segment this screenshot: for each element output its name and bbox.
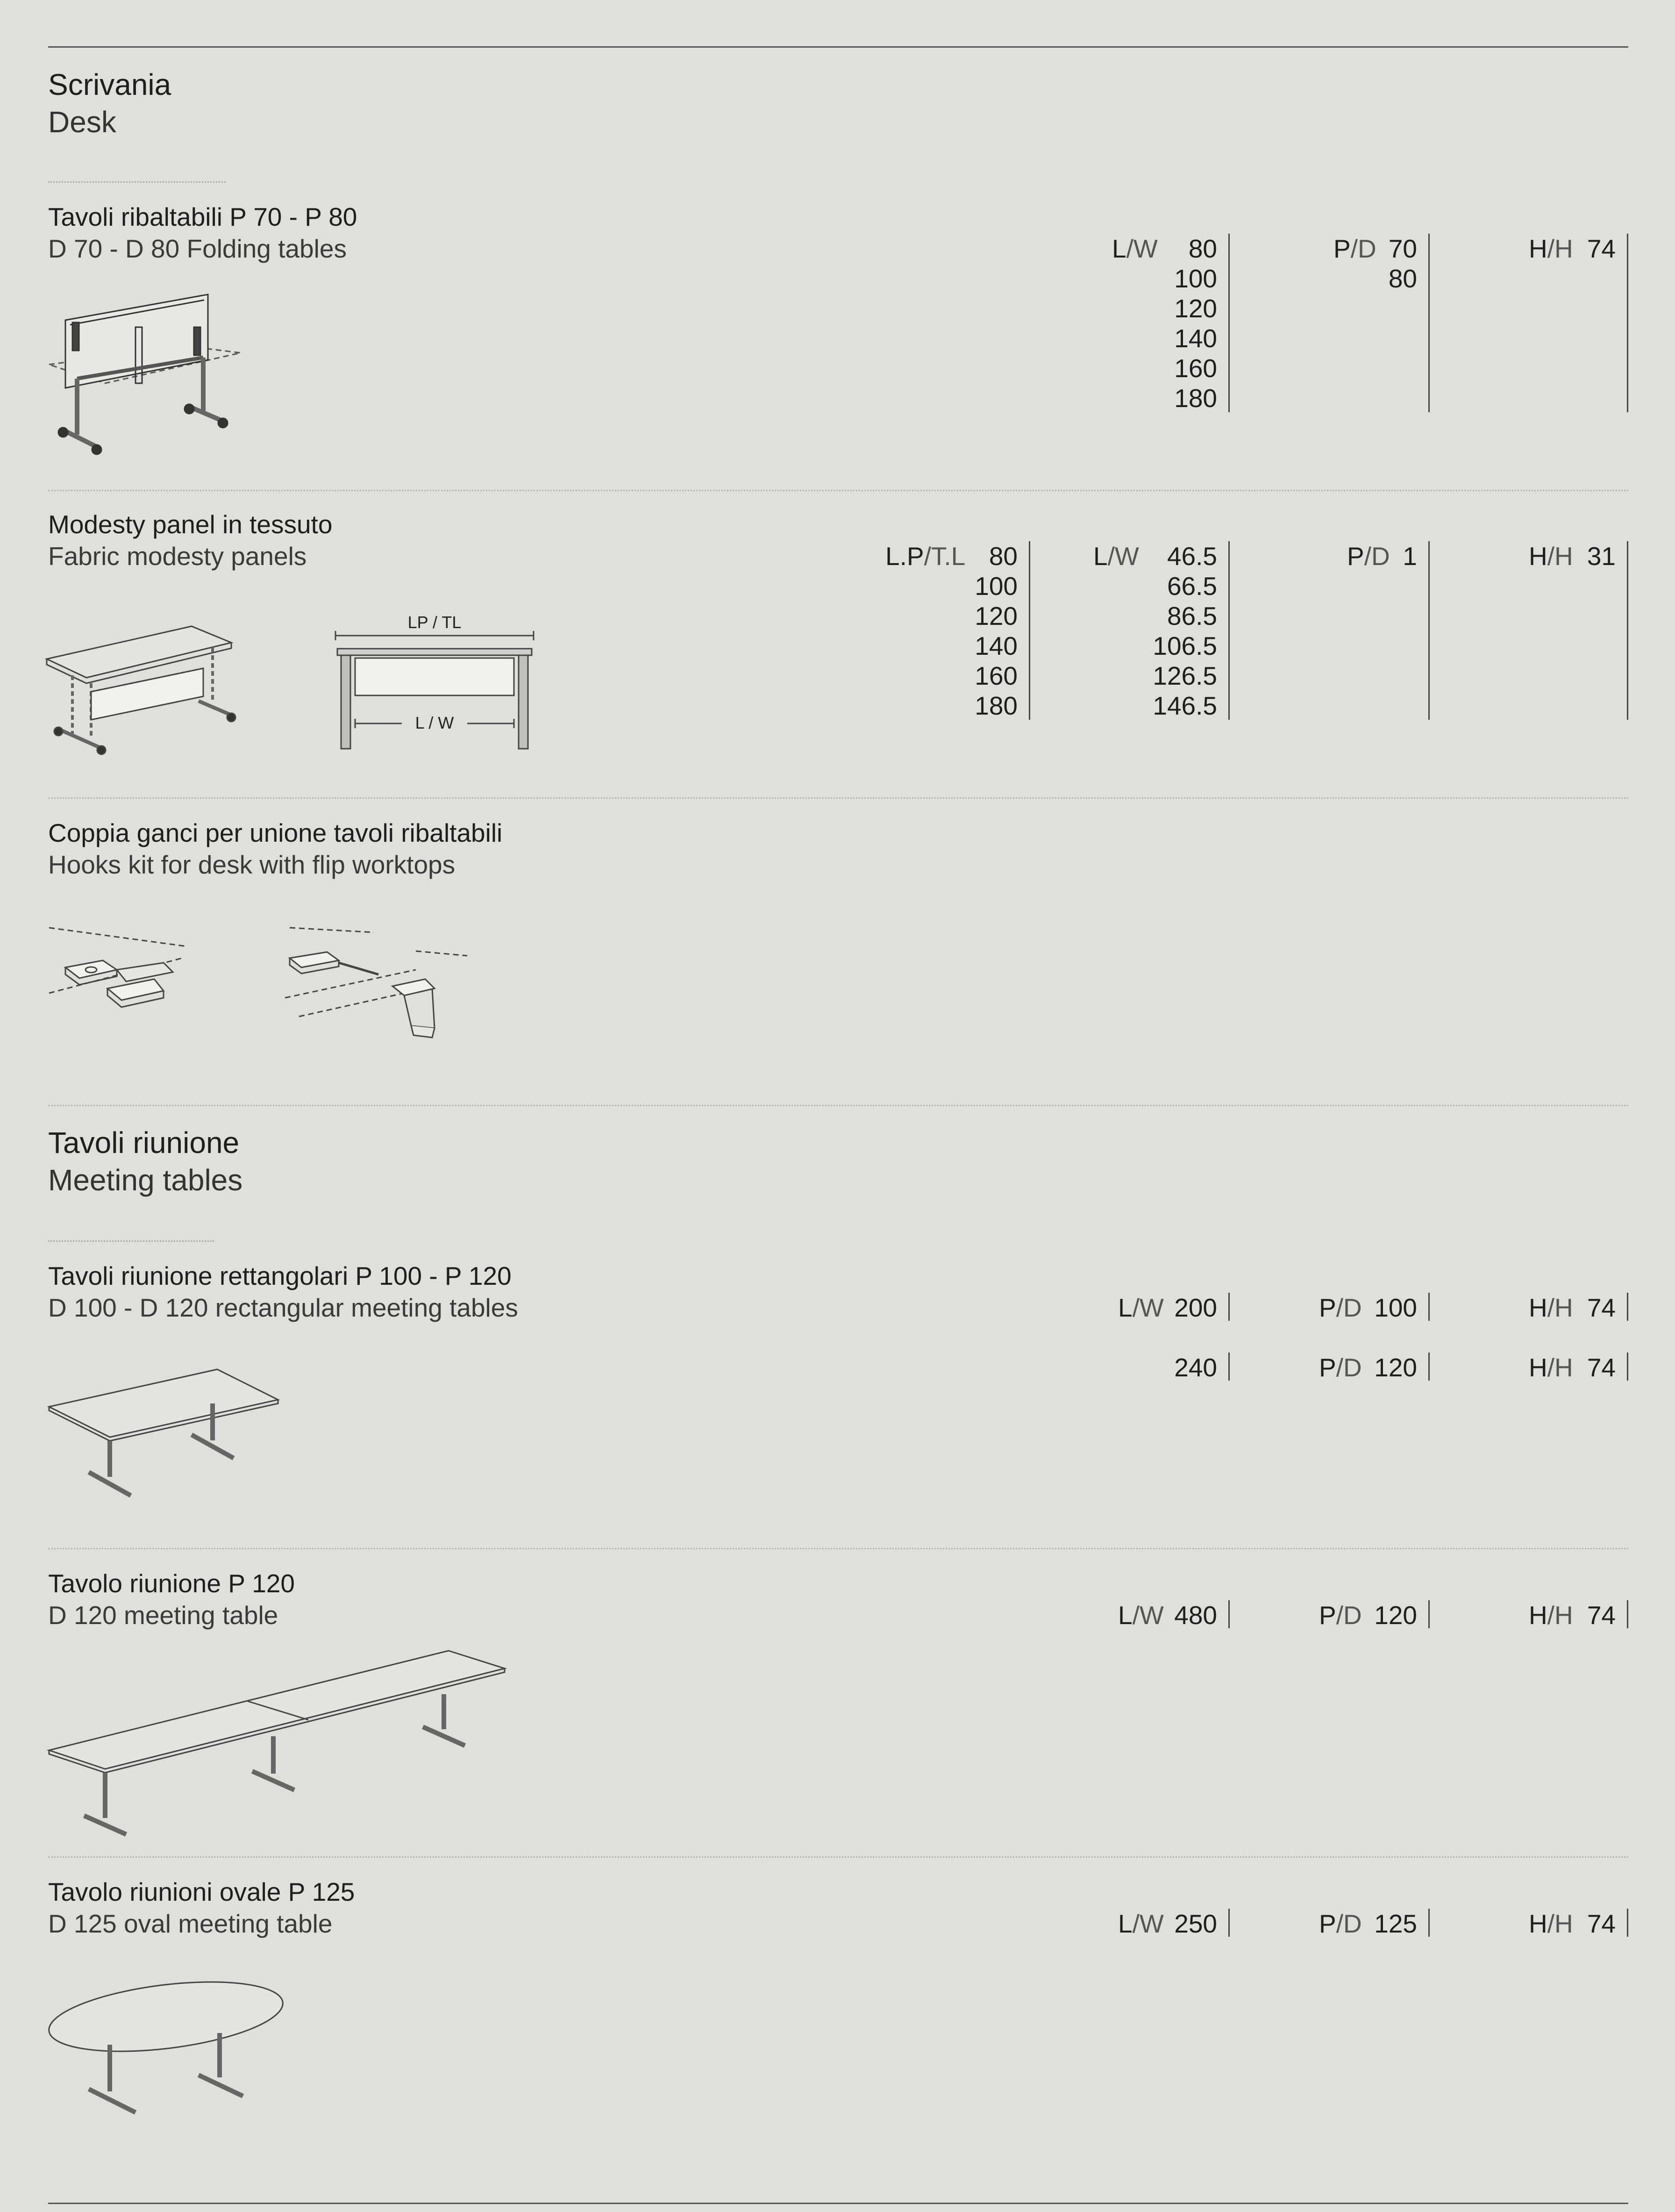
spec-value: 80: [1188, 234, 1217, 263]
spec-label-h: H: [1529, 1601, 1547, 1630]
spec-depth-rect-row2: [1294, 1353, 1430, 1381]
spec-height-d120: [1518, 1600, 1628, 1628]
section-title-desk-it: Scrivania: [48, 68, 171, 101]
spec-label-l: L: [1093, 542, 1108, 571]
product-title-rect-en: D 100 - D 120 rectangular meeting tables: [48, 1293, 518, 1322]
spec-value: 140: [975, 631, 1018, 660]
spec-value: 80: [989, 542, 1018, 571]
spec-label-l: L: [1118, 1293, 1133, 1322]
spec-width-d120: [1093, 1600, 1230, 1628]
spec-label-h2: /H: [1547, 1601, 1573, 1630]
spec-label-w: /W: [1132, 1909, 1164, 1938]
spec-label-p: P: [1319, 1353, 1336, 1382]
spec-value: 120: [1374, 1601, 1417, 1630]
section-title-meeting-it: Tavoli riunione: [48, 1126, 240, 1160]
spec-value: 250: [1174, 1909, 1217, 1938]
spec-value: 120: [975, 601, 1018, 630]
spec-label-h2: /H: [1547, 1909, 1573, 1938]
spec-label-lp: L.P: [885, 542, 924, 571]
spec-label-h: H: [1529, 542, 1547, 571]
spec-value: 100: [1374, 1293, 1417, 1322]
spec-depth-folding: [1318, 234, 1430, 412]
product-title-hooks-it: Coppia ganci per unione tavoli ribaltabili: [48, 818, 503, 847]
hooks-illustration-1: [47, 923, 196, 1021]
product-title-modesty-en: Fabric modesty panels: [48, 542, 307, 571]
spec-value: 120: [1374, 1353, 1417, 1382]
product-title-oval-it: Tavolo riunioni ovale P 125: [48, 1877, 355, 1906]
spec-label-l: L: [1118, 1601, 1133, 1630]
spec-label-tl: /T.L: [924, 542, 966, 571]
oval-meeting-table-illustration: [47, 1979, 290, 2119]
hooks-illustration-2: [276, 923, 472, 1059]
spec-value: 180: [1174, 384, 1217, 413]
divider: [48, 1105, 1628, 1106]
spec-value: 74: [1587, 1601, 1616, 1630]
spec-width-rect-row2: [1093, 1353, 1230, 1381]
spec-label-w: /W: [1126, 234, 1158, 263]
diagram-label-lw: L / W: [415, 713, 454, 732]
spec-value: 86.5: [1167, 601, 1217, 630]
spec-width-oval: [1093, 1909, 1230, 1937]
divider: [48, 490, 1628, 491]
spec-value: 180: [975, 691, 1018, 720]
spec-label-p: P: [1347, 542, 1364, 571]
spec-label-h: H: [1529, 1353, 1547, 1382]
spec-label-d: /D: [1364, 542, 1390, 571]
spec-label-w: /W: [1107, 542, 1139, 571]
folding-table-illustration: [44, 290, 245, 458]
spec-label-h: H: [1529, 1909, 1547, 1938]
spec-label-l: L: [1118, 1909, 1133, 1938]
spec-label-h2: /H: [1547, 1293, 1573, 1322]
section-title-desk-en: Desk: [48, 105, 116, 139]
divider: [48, 1548, 1628, 1549]
modesty-panel-illustration: [44, 622, 241, 757]
product-title-d120-en: D 120 meeting table: [48, 1601, 278, 1630]
spec-value: 74: [1587, 1353, 1616, 1382]
product-title-folding-en: D 70 - D 80 Folding tables: [48, 234, 347, 263]
spec-label-d: /D: [1350, 234, 1376, 263]
spec-label-h2: /H: [1547, 542, 1573, 571]
spec-label-p: P: [1319, 1293, 1336, 1322]
spec-label-w: /W: [1132, 1293, 1164, 1322]
spec-label-h: H: [1529, 234, 1547, 263]
spec-depth-d120: [1294, 1600, 1430, 1628]
spec-depth-rect-row1: [1294, 1293, 1430, 1321]
spec-value: 74: [1587, 1293, 1616, 1322]
modesty-panel-dimension-diagram: [332, 608, 537, 757]
spec-label-p: P: [1319, 1909, 1336, 1938]
spec-label-w: /W: [1132, 1601, 1164, 1630]
spec-value: 200: [1174, 1293, 1217, 1322]
top-rule: [48, 46, 1628, 48]
spec-value: 1: [1403, 542, 1417, 571]
spec-label-h2: /H: [1547, 234, 1573, 263]
spec-value: 74: [1587, 1909, 1616, 1938]
bottom-rule: [48, 2203, 1628, 2204]
spec-label-p: P: [1333, 234, 1351, 263]
spec-label-d: /D: [1336, 1293, 1362, 1322]
spec-value: 160: [975, 661, 1018, 690]
spec-value: 106.5: [1153, 631, 1217, 660]
spec-height-rect-row1: [1518, 1293, 1628, 1321]
rect-meeting-table-illustration: [47, 1365, 280, 1500]
short-divider: [48, 1240, 214, 1242]
spec-depth-modesty: [1318, 541, 1430, 720]
spec-label-d: /D: [1336, 1353, 1362, 1382]
product-title-d120-it: Tavolo riunione P 120: [48, 1569, 295, 1598]
divider: [48, 1856, 1628, 1858]
product-title-hooks-en: Hooks kit for desk with flip worktops: [48, 850, 456, 879]
spec-height-rect-row2: [1518, 1353, 1628, 1381]
spec-label-l: L: [1112, 234, 1126, 263]
product-title-folding-it: Tavoli ribaltabili P 70 - P 80: [48, 202, 357, 231]
spec-label-p: P: [1319, 1601, 1336, 1630]
spec-value: 480: [1174, 1601, 1217, 1630]
spec-label-h2: /H: [1547, 1353, 1573, 1382]
spec-value: 80: [1388, 264, 1417, 293]
spec-lptl-modesty: [885, 541, 1030, 720]
product-title-oval-en: D 125 oval meeting table: [48, 1909, 333, 1938]
diagram-label-lptl: LP / TL: [407, 613, 462, 632]
spec-label-d: /D: [1336, 1909, 1362, 1938]
spec-value: 70: [1388, 234, 1417, 263]
spec-label-h: H: [1529, 1293, 1547, 1322]
short-divider: [48, 181, 226, 183]
spec-width-modesty: [1093, 541, 1230, 720]
spec-value: 31: [1587, 542, 1616, 571]
spec-value: 140: [1174, 324, 1217, 353]
spec-value: 240: [1174, 1353, 1217, 1382]
spec-value: 160: [1174, 354, 1217, 383]
spec-height-modesty: [1518, 541, 1628, 720]
divider: [48, 797, 1628, 799]
spec-value: 74: [1587, 234, 1616, 263]
d120-meeting-table-illustration: [47, 1645, 509, 1841]
spec-height-folding: [1518, 234, 1628, 412]
spec-height-oval: [1518, 1909, 1628, 1937]
spec-value: 125: [1374, 1909, 1417, 1938]
spec-value: 126.5: [1153, 661, 1217, 690]
spec-width-rect-row1: [1093, 1293, 1230, 1321]
spec-value: 100: [1174, 264, 1217, 293]
spec-value: 66.5: [1167, 572, 1217, 601]
product-title-rect-it: Tavoli riunione rettangolari P 100 - P 120: [48, 1261, 512, 1290]
spec-value: 120: [1174, 294, 1217, 323]
section-title-meeting-en: Meeting tables: [48, 1163, 243, 1197]
spec-width-folding: [1112, 234, 1230, 412]
spec-value: 146.5: [1153, 691, 1217, 720]
spec-value: 46.5: [1167, 542, 1217, 571]
spec-depth-oval: [1294, 1909, 1430, 1937]
spec-value: 100: [975, 572, 1018, 601]
spec-label-d: /D: [1336, 1601, 1362, 1630]
product-title-modesty-it: Modesty panel in tessuto: [48, 510, 333, 539]
